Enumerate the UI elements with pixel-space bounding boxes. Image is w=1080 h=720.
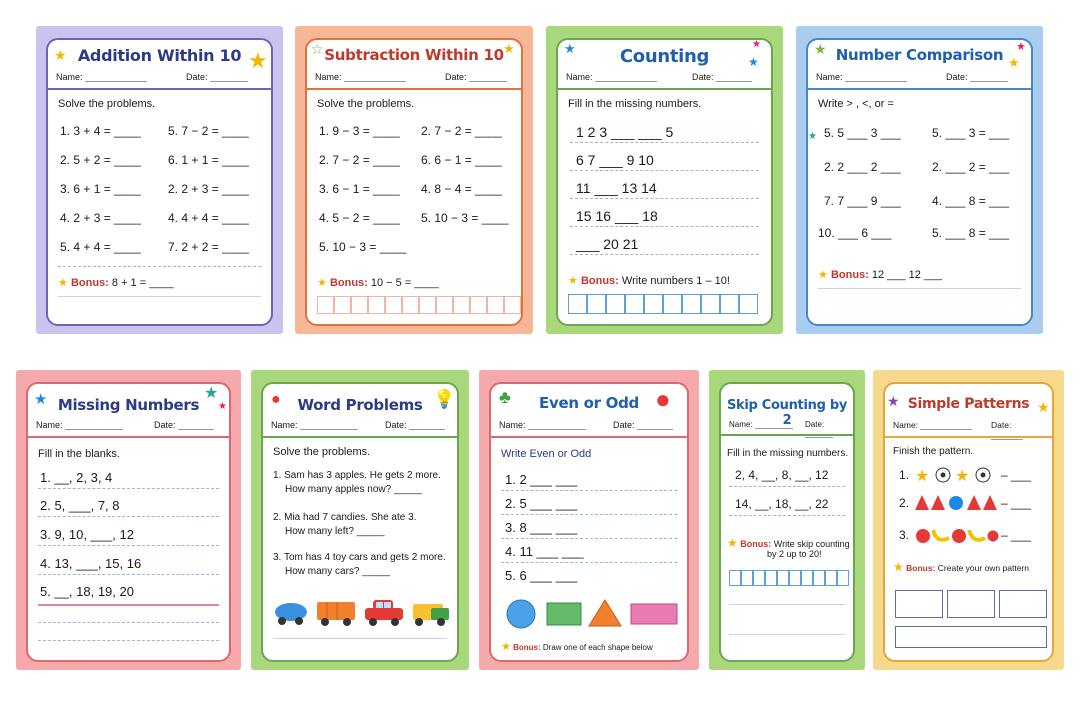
count-row: 6 7 ___ 9 10 [576, 152, 654, 168]
word-problem: 1. Sam has 3 apples. He gets 2 more. [273, 470, 441, 481]
pattern-3 [915, 526, 999, 544]
word-problem: 3. Tom has 4 toy cars and gets 2 more. [273, 552, 446, 563]
worksheet-number-comparison [796, 26, 1043, 334]
triangle-shape-icon [589, 600, 621, 626]
problem: 3. 6 + 1 = ____ [60, 182, 141, 196]
blue-circle-icon [949, 496, 963, 510]
problem: 4. 11 ___ ___ [505, 544, 584, 559]
broccoli-icon: ♣ [499, 387, 511, 407]
worksheet-counting [546, 26, 783, 334]
pattern-2 [915, 494, 999, 512]
pattern-label: 2. [899, 496, 910, 510]
bonus: ★ Bonus: Create your own pattern [893, 560, 1029, 574]
star-icon: ★ [752, 39, 761, 50]
star-icon: ★ [503, 41, 515, 56]
star-outline-icon: ☆ [311, 41, 324, 57]
green-truck-icon [413, 604, 449, 626]
word-problem: How many apples now? _____ [285, 484, 422, 495]
problem: 2. 5, ___, 7, 8 [40, 498, 120, 513]
problem: 2. 7 − 2 = ____ [319, 153, 400, 167]
problem: 5. 7 − 2 = ____ [168, 124, 249, 138]
date-label: Date: [154, 420, 176, 430]
problem: 6. 1 + 1 = ____ [168, 153, 249, 167]
apple-icon [988, 531, 999, 542]
long-rectangle-shape-icon [631, 604, 677, 624]
rectangle-shape-icon [547, 603, 581, 625]
star-icon: ★ [1037, 399, 1050, 415]
page-title: Word Problems [297, 396, 423, 414]
name-label: Name: [566, 72, 593, 82]
star-icon: ★ [955, 468, 970, 484]
worksheet-simple-patterns [873, 370, 1064, 670]
problem: 3. 9, 10, ___, 12 [40, 527, 134, 542]
red-triangle-icon [967, 495, 981, 510]
date-label: Date: [692, 72, 714, 82]
word-problem: 2. Mia had 7 candies. She ate 3. [273, 512, 417, 523]
apple-icon [916, 529, 930, 543]
problem: 5. ___ 3 = ___ [932, 126, 1010, 140]
page-title: Even or Odd [539, 394, 639, 412]
name-label: Name: [499, 420, 526, 430]
instructions: Write > , <, or = [818, 98, 894, 110]
apple-icon [952, 529, 966, 543]
problem: 4. 5 − 2 = ____ [319, 211, 400, 225]
instructions: Fill in the missing numbers. [568, 98, 702, 110]
banana-icon [969, 530, 985, 540]
problem: 5. ___ 8 = ___ [932, 226, 1010, 240]
count-row: 15 16 ___ 18 [576, 208, 658, 224]
bonus: ★ Bonus: 10 − 5 = ____ [317, 277, 439, 289]
problem: 14, __, 18, __, 22 [735, 497, 829, 511]
drawing-box[interactable] [895, 590, 943, 618]
pattern-blank: – ___ [1001, 496, 1032, 510]
date-label: Date: [445, 72, 467, 82]
instructions: Finish the pattern. [893, 446, 974, 457]
problem: 2. 2 ___ 2 ___ [824, 160, 901, 174]
problem: 5. 6 ___ ___ [505, 568, 578, 583]
star-icon: ★ [248, 48, 268, 73]
toy-cars-illustration [271, 594, 451, 628]
instructions: Fill in the blanks. [38, 448, 120, 460]
problem: 3. 8 ___ ___ [505, 520, 578, 535]
instructions: Solve the problems. [317, 98, 415, 110]
drawing-box[interactable] [999, 590, 1047, 618]
problem: 5. 4 + 4 = ____ [60, 240, 141, 254]
problem: 5. __, 18, 19, 20 [40, 584, 134, 599]
star-icon: ★ [1016, 41, 1026, 53]
worksheet-addition [36, 26, 283, 334]
bonus: ★ Bonus: 8 + 1 = ____ [58, 277, 174, 289]
instructions: Write Even or Odd [501, 448, 592, 460]
banana-icon [933, 530, 949, 540]
star-icon: ★ [915, 468, 930, 484]
answer-boxes [568, 294, 758, 314]
red-triangle-icon [983, 495, 997, 510]
page-title: Skip Counting by 2 [726, 398, 847, 428]
problem: 1. 9 − 3 = ____ [319, 124, 400, 138]
bonus: ★ Bonus: Draw one of each shape below [501, 641, 653, 653]
star-icon: ★ [317, 277, 327, 289]
problem: 1. 3 + 4 = ____ [60, 124, 141, 138]
problem: 4. 8 − 4 = ____ [421, 182, 502, 196]
problem: 1. __, 2, 3, 4 [40, 470, 113, 485]
star-icon: ★ [814, 41, 827, 57]
star-icon: ★ [218, 401, 227, 412]
worksheet-skip-counting [709, 370, 865, 670]
date-label: Date: [946, 72, 968, 82]
worksheet-subtraction [295, 26, 533, 334]
page-title: Missing Numbers [57, 396, 200, 414]
instructions: Solve the problems. [273, 446, 371, 458]
page-title: Addition Within 10 [77, 46, 242, 65]
instructions: Fill in the missing numbers. [727, 448, 849, 459]
star-icon: ★ [1008, 55, 1020, 70]
name-label: Name: [315, 72, 342, 82]
red-triangle-icon [931, 495, 945, 510]
problem: 2. ___ 2 = ___ [932, 160, 1010, 174]
star-icon: ★ [893, 560, 904, 574]
worksheet-word-problems [251, 370, 469, 670]
count-row: 11 ___ 13 14 [576, 180, 657, 196]
answer-boxes [317, 296, 521, 314]
star-icon: ★ [58, 277, 68, 289]
problem: 2. 7 − 2 = ____ [421, 124, 502, 138]
worksheet-missing-numbers [16, 370, 241, 670]
word-problem: How many cars? _____ [285, 566, 391, 577]
problem: 1. 2 ___ ___ [505, 472, 578, 487]
name-label: Name: [56, 72, 83, 82]
bonus-line-2: by 2 up to 20! [767, 549, 822, 559]
star-icon: ★ [204, 385, 219, 402]
star-icon: ★ [818, 269, 828, 281]
star-icon: ★ [501, 641, 511, 653]
pattern-label: 1. [899, 468, 910, 482]
name-label: Name: [729, 420, 753, 429]
shapes-row [503, 598, 681, 632]
name-label: Name: [816, 72, 843, 82]
drawing-box-wide[interactable] [895, 626, 1047, 648]
problem: 5. 10 − 3 = ____ [421, 211, 509, 225]
count-row: 1 2 3 ___ ___ 5 [576, 124, 674, 140]
date-label: Date: [186, 72, 208, 82]
problem: 4. ___ 8 = ___ [932, 194, 1010, 208]
date-label: Date: [991, 420, 1012, 430]
bonus: ★ Bonus: Write skip counting [727, 536, 850, 550]
red-triangle-icon [915, 495, 929, 510]
pattern-label: 3. [899, 528, 910, 542]
blue-car-icon [275, 603, 307, 625]
problem: 5. 5 ___ 3 ___ [824, 126, 901, 140]
problem: 3. 6 − 1 = ____ [319, 182, 400, 196]
apple-icon: ● [271, 391, 281, 408]
word-problem: How many left? _____ [285, 526, 385, 537]
star-icon: ★ [34, 391, 48, 408]
star-icon: ★ [748, 55, 759, 69]
lightbulb-icon: 💡 [433, 389, 456, 409]
circle-shape-icon [507, 600, 535, 628]
worksheet-even-or-odd [479, 370, 699, 670]
star-icon: ★ [564, 41, 576, 56]
date-label: Date: [805, 420, 825, 429]
answer-boxes [729, 570, 849, 586]
star-icon: ★ [808, 131, 817, 142]
instructions: Solve the problems. [58, 98, 156, 110]
date-label: Date: [613, 420, 635, 430]
name-label: Name: [271, 420, 298, 430]
problem: 6. 6 − 1 = ____ [421, 153, 502, 167]
bonus: ★ Bonus: 12 ___ 12 ___ [818, 269, 943, 281]
pattern-blank: – ___ [1001, 528, 1032, 542]
problem: 4. 13, ___, 15, 16 [40, 556, 142, 571]
page-title: Number Comparison [835, 46, 1004, 64]
problem: 7. 2 + 2 = ____ [168, 240, 249, 254]
problem: 2, 4, __, 8, __, 12 [735, 468, 829, 482]
star-icon: ★ [568, 275, 578, 287]
pattern-1 [915, 466, 999, 484]
name-label: Name: [893, 420, 919, 430]
red-car-icon [365, 600, 403, 626]
problem: 4. 4 + 4 = ____ [168, 211, 249, 225]
count-row: ___ 20 21 [576, 236, 639, 252]
bonus: ★ Bonus: Write numbers 1 – 10! [568, 275, 730, 287]
date-label: Date: [385, 420, 407, 430]
problem: 4. 2 + 3 = ____ [60, 211, 141, 225]
problem: 2. 5 ___ ___ [505, 496, 578, 511]
star-icon: ★ [887, 393, 900, 409]
drawing-box[interactable] [947, 590, 995, 618]
name-label: Name: [36, 420, 63, 430]
orange-truck-icon [317, 602, 355, 626]
star-icon: ★ [727, 536, 738, 550]
problem: 7. 7 ___ 9 ___ [824, 194, 901, 208]
problem: 2. 2 + 3 = ____ [168, 182, 249, 196]
page-title: Simple Patterns [907, 396, 1030, 412]
page-title: Counting [619, 46, 710, 67]
star-icon: ★ [54, 47, 67, 63]
problem: 10. ___ 6 ___ [818, 226, 892, 240]
page-title: Subtraction Within 10 [324, 46, 504, 64]
problem: 5. 10 − 3 = ____ [319, 240, 407, 254]
pattern-blank: – ___ [1001, 468, 1032, 482]
problem: 2. 5 + 2 = ____ [60, 153, 141, 167]
apple-icon: ● [655, 384, 671, 414]
